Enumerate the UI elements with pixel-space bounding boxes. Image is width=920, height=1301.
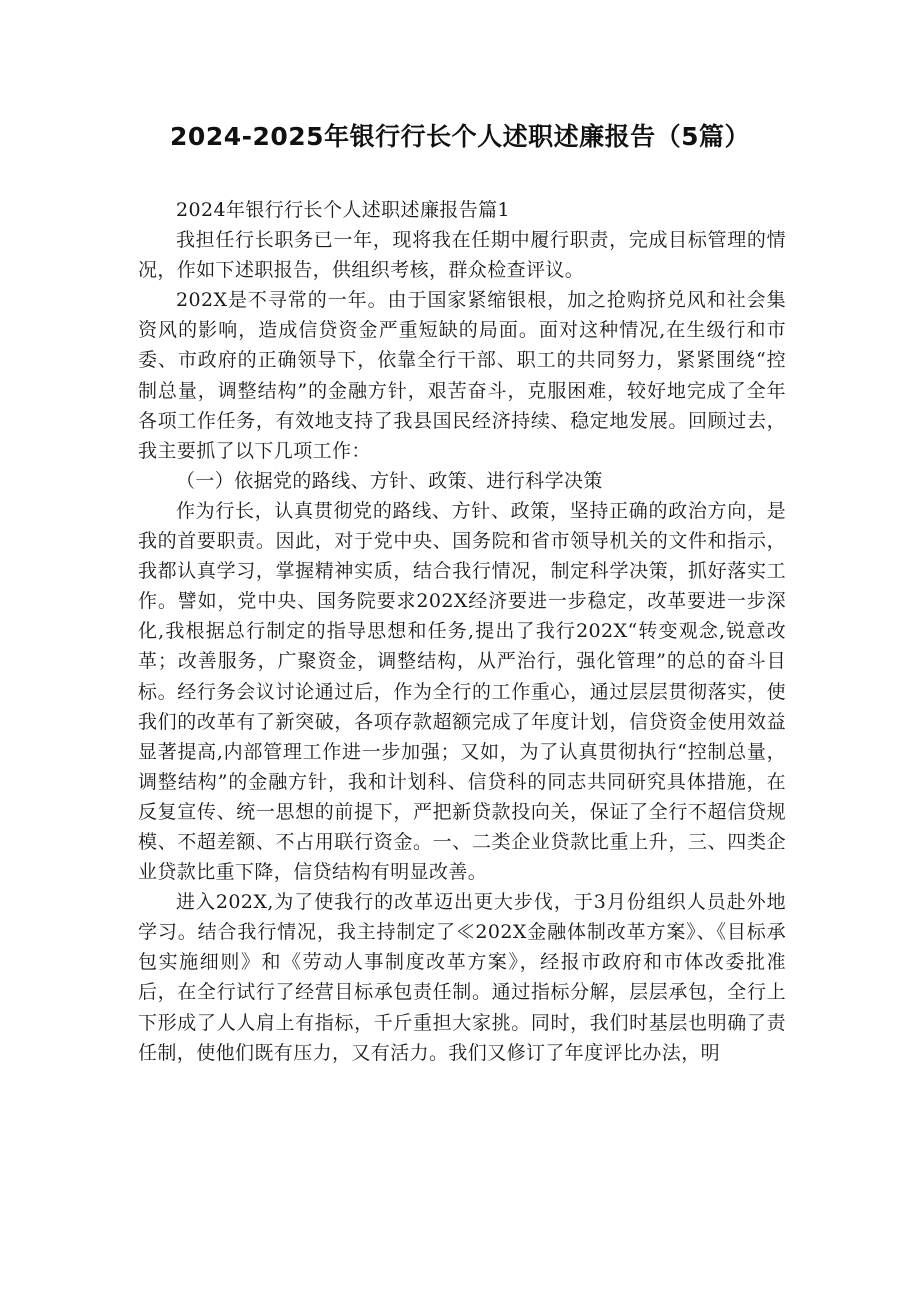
subheading: （一）依据党的路线、方针、政策、进行科学决策	[176, 469, 603, 492]
paragraph: 202X是不寻常的一年。由于国家紧缩银根，加之抢购挤兑风和社会集资风的影响，造成信贷资金严重短缺的局面。面对这种情况,在生级行和市委、市政府的正确领导下，依靠全行干部、职工的共同努力，紧紧围绕“控制总量，调整结构”的金融方针，艰苦奋斗，克服困难，较好地完成了全年各项工作任务，有效地支持了我县国民经济持续、稳定地发展。回顾过去，我主要抓了以下几项工作：	[138, 289, 786, 462]
paragraph: 我担任行长职务已一年，现将我在任期中履行职责，完成目标管理的情况，作如下述职报告，供组织考核，群众检查评议。	[138, 229, 786, 282]
document-title: 2024-2025年银行行长个人述职述廉报告（5篇）	[170, 122, 750, 151]
section-heading: 2024年银行行长个人述职述廉报告篇1	[176, 199, 511, 221]
document-body	[138, 195, 786, 1068]
paragraph: 进入202X,为了使我行的改革迈出更大步伐，于3月份组织人员赴外地学习。结合我行情况，我主持制定了≪202X金融体制改革方案》、《目标承包实施细则》和《劳动人事制度改革方案》，经报市政府和市体改委批准后，在全行试行了经营目标承包责任制。通过指标分解，层层承包，全行上下形成了人人肩上有指标，千斤重担大家挑。同时，我们时基层也明确了责任制，使他们既有压力，又有活力。我们又修订了年度评比办法，明	[138, 891, 786, 1064]
paragraph: 作为行长，认真贯彻党的路线、方针、政策，坚持正确的政治方向，是我的首要职责。因此，对于党中央、国务院和省市领导机关的文件和指示，我都认真学习，掌握精神实质，结合我行情况，制定科学决策，抓好落实工作。譬如，党中央、国务院要求202X经济要进一步稳定，改革要进一步深化,我根据总行制定的指导思想和任务,提出了我行202X“转变观念,锐意改革；改善服务，广聚资金，调整结构，从严治行，强化管理”的总的奋斗目标。经行务会议讨论通过后，作为全行的工作重心，通过层层贯彻落实，使我们的改革有了新突破，各项存款超额完成了年度计划，信贷资金使用效益显著提高,内部管理工作进一步加强；又如，为了认真贯彻执行“控制总量，调整结构”的金融方针，我和计划科、信贷科的同志共同研究具体措施，在反复宣传、统一思想的前提下，严把新贷款投向关，保证了全行不超信贷规模、不超差额、不占用联行资金。一、二类企业贷款比重上升，三、四类企业贷款比重下降，信贷结构有明显改善。	[138, 499, 786, 884]
